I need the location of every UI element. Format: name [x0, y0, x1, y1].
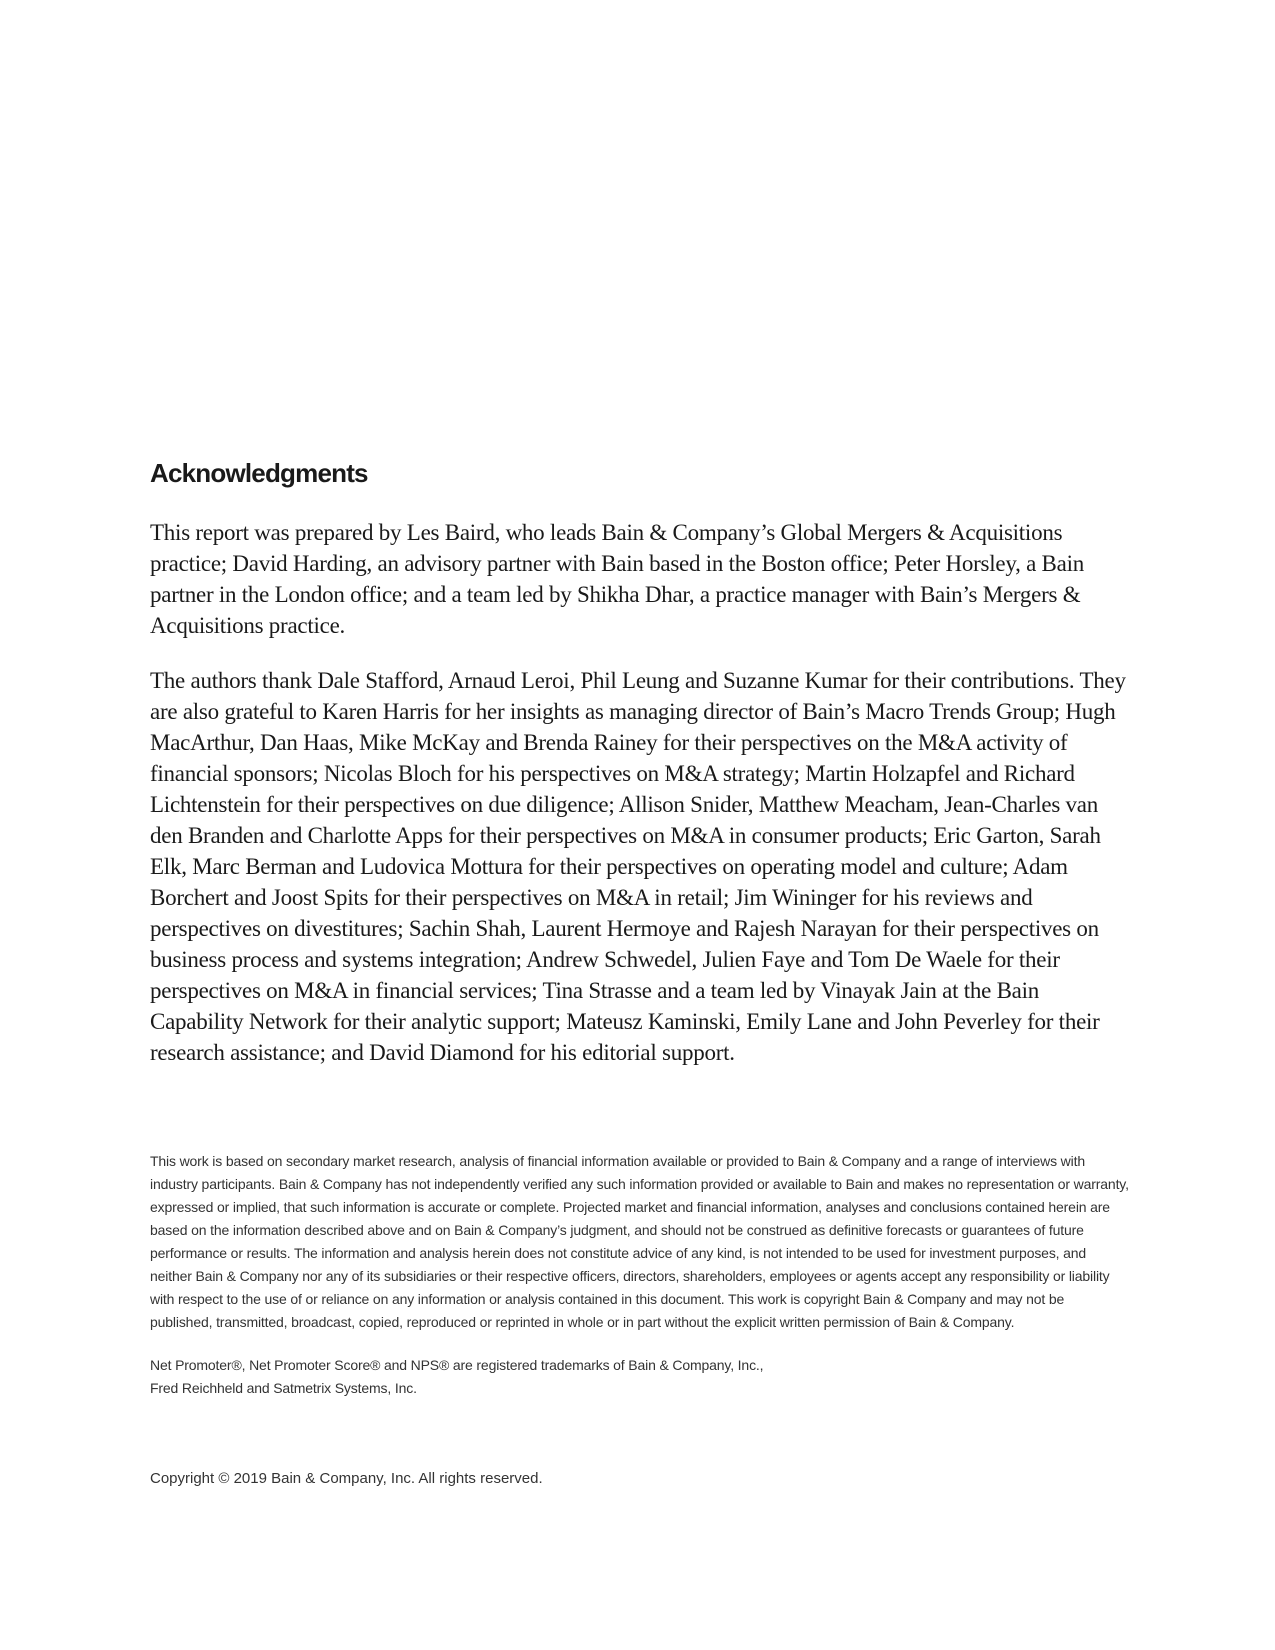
legal-block: [150, 1150, 1130, 1400]
thanks-paragraph: The authors thank Dale Stafford, Arnaud Leroi, Phil Leung and Suzanne Kumar for their contributions. They are also grateful to Karen Harris for her insights as managing director of Bain’s Macro Trends Group; Hugh MacArthur, Dan Haas, Mike McKay and Brenda Rainey for their perspectives on the M&A activity of financial sponsors; Nicolas Bloch for his perspectives on M&A strategy; Martin Holzapfel and Richard Lichtenstein for their perspectives on due diligence; Allison Snider, Matthew Meacham, Jean-Charles van den Branden and Charlotte Apps for their perspectives on M&A in consumer products; Eric Garton, Sarah Elk, Marc Berman and Ludovica Mottura for their perspectives on operating model and culture; Adam Borchert and Joost Spits for their perspectives on M&A in retail; Jim Wininger for his reviews and perspectives on divestitures; Sachin Shah, Laurent Hermoye and Rajesh Narayan for their perspectives on business process and systems integration; Andrew Schwedel, Julien Faye and Tom De Waele for their perspectives on M&A in financial services; Tina Strasse and a team led by Vinayak Jain at the Bain Capability Network for their analytic support; Mateusz Kaminski, Emily Lane and John Peverley for their research assistance; and David Diamond for his editorial support.: [150, 668, 1126, 1066]
acknowledgments-section: [150, 458, 1130, 1487]
copyright-text: Copyright © 2019 Bain & Company, Inc. All rights reserved.: [150, 1470, 543, 1488]
trademark-text: Net Promoter®, Net Promoter Score® and NPS® are registered trademarks of Bain & Company, Inc., Fred Reichheld and Satmetrix Systems, Inc.: [150, 1357, 764, 1397]
disclaimer-text: This work is based on secondary market research, analysis of financial information available or provided to Bain & Company and a range of interviews with industry participants. Bain & Company has not independently verified any such information provided or available to Bain and makes no representation or warranty, expressed or implied, that such information is accurate or complete. Projected market and financial information, analyses and conclusions contained herein are based on the information described above and on Bain & Company’s judgment, and should not be construed as definitive forecasts or guarantees of future performance or results. The information and analysis herein does not constitute advice of any kind, is not intended to be used for investment purposes, and neither Bain & Company nor any of its subsidiaries or their respective officers, directors, shareholders, employees or agents accept any responsibility or liability with respect to the use of or reliance on any information or analysis contained in this document. This work is copyright Bain & Company and may not be published, transmitted, broadcast, copied, reproduced or reprinted in whole or in part without the explicit written permission of Bain & Company.: [150, 1153, 1129, 1331]
authors-paragraph: This report was prepared by Les Baird, who leads Bain & Company’s Global Mergers & Acquisitions practice; David Harding, an advisory partner with Bain based in the Boston office; Peter Horsley, a Bain partner in the London office; and a team led by Shikha Dhar, a practice manager with Bain’s Mergers & Acquisitions practice.: [150, 520, 1084, 639]
page-title: Acknowledgments: [150, 458, 368, 488]
